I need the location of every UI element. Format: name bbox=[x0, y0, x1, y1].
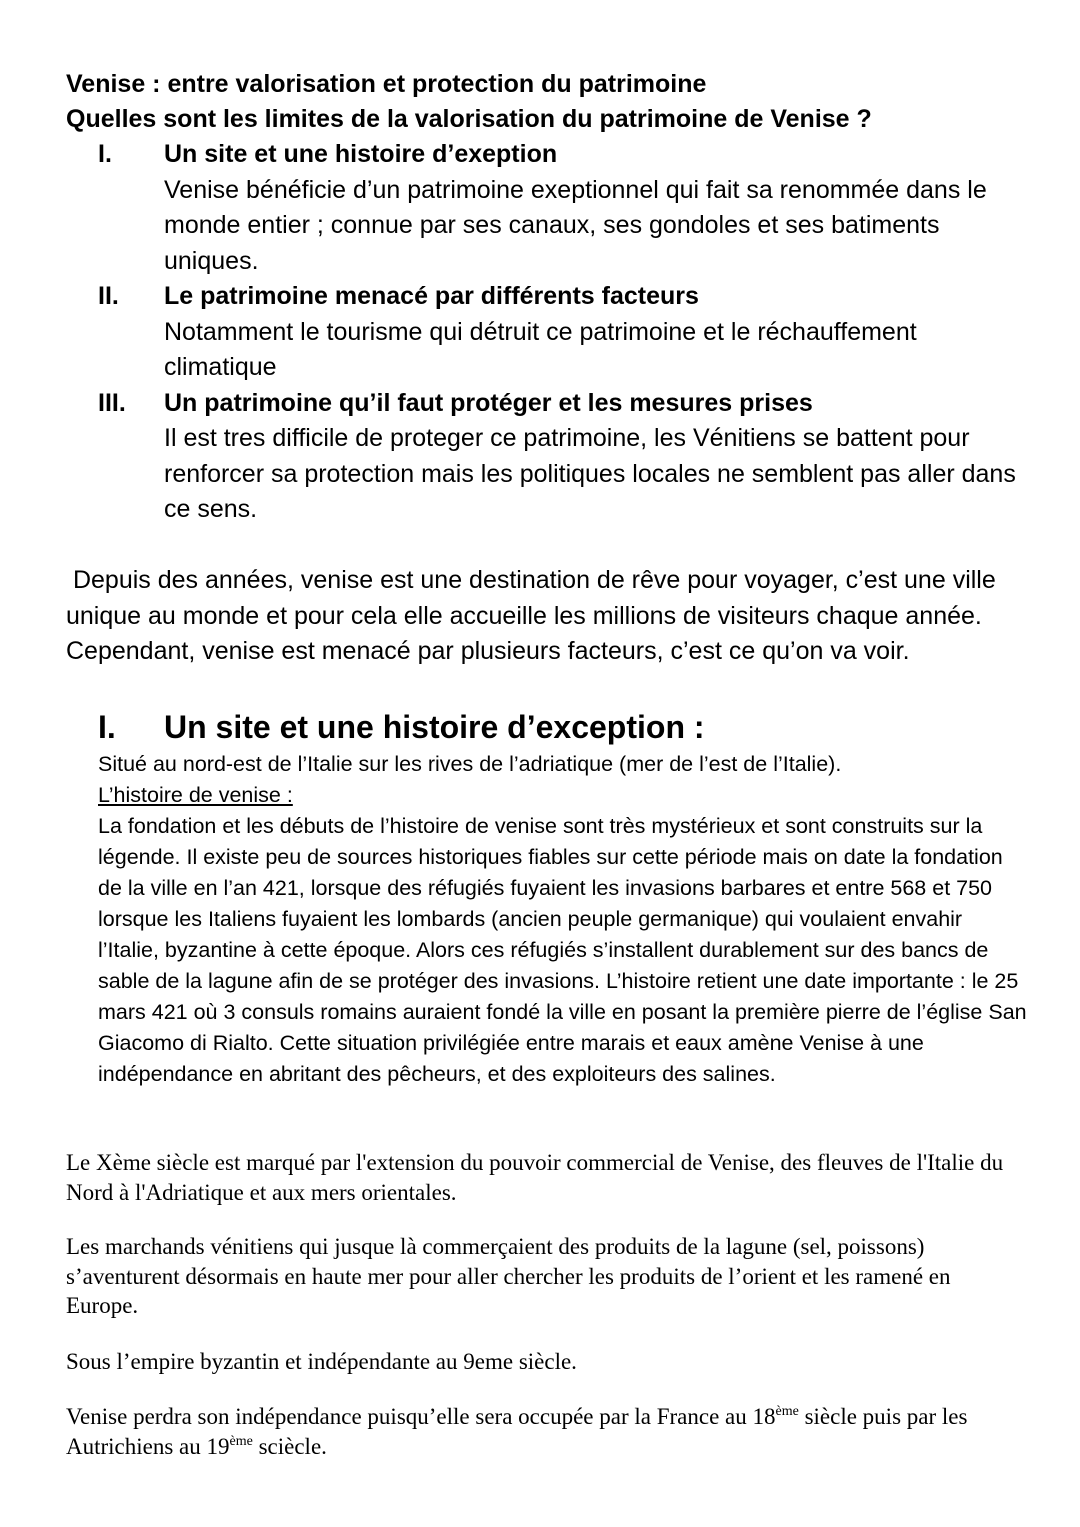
document-title: Venise : entre valorisation et protection du patrimoine bbox=[66, 70, 707, 98]
history-label: L’histoire de venise : bbox=[98, 783, 293, 807]
outline-heading: Le patrimoine menacé par différents facteurs bbox=[164, 282, 699, 310]
outline-text: Il est tres difficile de proteger ce patrimoine, les Vénitiens se battent pour renforcer sa protection mais les politiques locales ne semblent pas aller dans ce sens. bbox=[164, 424, 1016, 523]
outline-number: II. bbox=[98, 282, 119, 310]
outline-text: Notamment le tourisme qui détruit ce patrimoine et le réchauffement climatique bbox=[164, 317, 917, 381]
paragraph-xeme-siecle: Le Xème siècle est marqué par l'extension du pouvoir commercial de Venise, des fleuves de l'Italie du Nord à l'Adriatique et aux mers orientales. bbox=[66, 1150, 1004, 1205]
paragraph-empire-byzantin: Sous l’empire byzantin et indépendante au 9eme siècle. bbox=[66, 1349, 577, 1374]
outline-number: I. bbox=[98, 140, 112, 168]
outline-text: Venise bénéficie d’un patrimoine exeptionnel qui fait sa renommée dans le monde entier ; connue par ses canaux, ses gondoles et ses batiments uniques. bbox=[164, 175, 987, 275]
outline-number: III. bbox=[98, 388, 126, 417]
section-title: Un site et une histoire d’exception : bbox=[164, 709, 705, 745]
location-text: Situé au nord-est de l’Italie sur les rives de l’adriatique (mer de l’est de l’Italie). bbox=[98, 752, 842, 776]
outline-item-1 bbox=[98, 137, 1028, 279]
paragraph-text: Venise perdra son indépendance puisqu’elle sera occupée par la France au 18 bbox=[66, 1404, 776, 1429]
superscript: ème bbox=[229, 1433, 253, 1449]
intro-paragraph: Depuis des années, venise est une destination de rêve pour voyager, c’est une ville unique au monde et pour cela elle accueille les millions de visiteurs chaque année. Cependant, venise est menacé par plusieurs facteurs, c’est ce qu’on va voir. bbox=[66, 566, 1003, 665]
outline-heading: Un site et une histoire d’exeption bbox=[164, 140, 558, 168]
superscript: ème bbox=[775, 1404, 799, 1419]
section-body bbox=[98, 749, 1028, 1090]
outline-item-2 bbox=[98, 279, 1028, 386]
paragraph-text: sciècle. bbox=[252, 1433, 327, 1459]
history-text: La fondation et les débuts de l’histoire de venise sont très mystérieux et sont construits sur la légende. Il existe peu de sources historiques fiables sur cette période mais on date la fondation de la ville en l’an 421, lorsque des réfugiés fuyaient les invasions barbares et entre 568 et 750 lorsque les Italiens fuyaient les lombards (ancien peuple germanique) qui voulaient envahir l’Italie, byzantine à cette époque. Alors ces réfugiés s’installent durablement sur des bancs de sable de la lagune afin de se protéger des invasions. L’histoire retient une date importante : le 25 mars 421 où 3 consuls romains auraient fondé la ville en posant la première pierre de l’église San Giacomo di Rialto. Cette situation privilégiée entre marais et eaux amène Venise à une indépendance en abritant des pêcheurs, et des exploiteurs des salines. bbox=[98, 814, 1027, 1086]
paragraph-independance bbox=[66, 1402, 1026, 1461]
section-heading bbox=[98, 706, 705, 748]
section-number: I. bbox=[98, 709, 116, 745]
outline-item-3 bbox=[98, 386, 1028, 528]
outline-heading: Un patrimoine qu’il faut protéger et les mesures prises bbox=[164, 388, 813, 417]
document-question: Quelles sont les limites de la valorisation du patrimoine de Venise ? bbox=[66, 105, 872, 133]
outline-plan bbox=[98, 137, 1028, 528]
paragraph-marchands: Les marchands vénitiens qui jusque là commerçaient des produits de la lagune (sel, poissons) s’aventurent désormais en haute mer pour aller chercher les produits de l’orient et les ramené en Europe. bbox=[66, 1234, 951, 1318]
paragraph-text: siècle puis par les Autrichiens au 19 bbox=[66, 1404, 968, 1459]
